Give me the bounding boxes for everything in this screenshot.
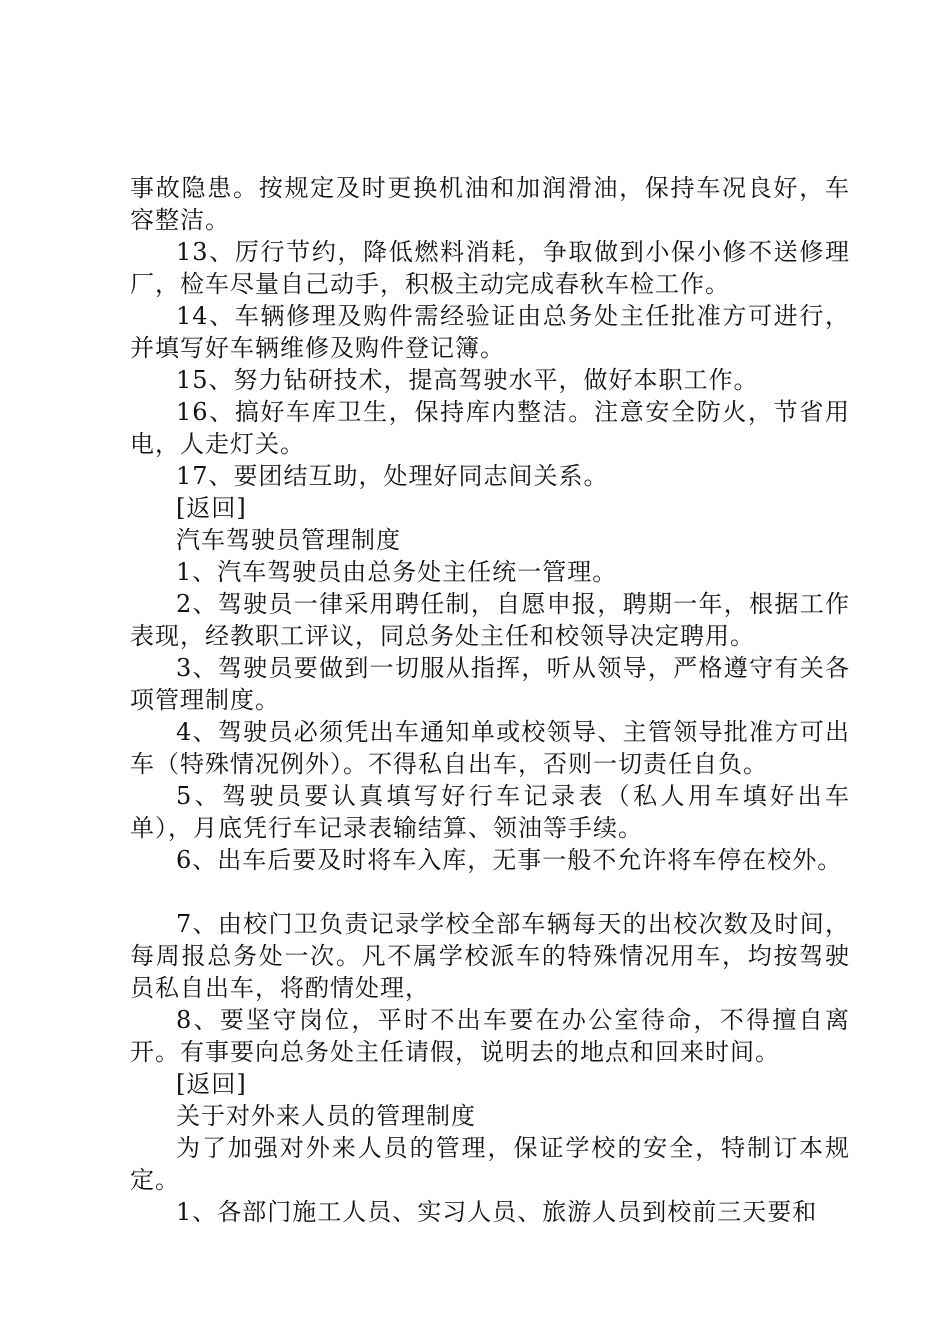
paragraph-continuation: 事故隐患。按规定及时更换机油和加润滑油，保持车况良好，车容整洁。 [130, 174, 850, 234]
paragraph-driver-4: 4、驾驶员必须凭出车通知单或校领导、主管领导批准方可出车（特殊情况例外）。不得私自出车，否则一切责任自负。 [130, 718, 850, 778]
paragraph-item-13: 13、厉行节约，降低燃料消耗，争取做到小保小修不送修理厂，检车尽量自己动手，积极主动完成春秋车检工作。 [130, 238, 850, 298]
paragraph-item-15: 15、努力钻研技术，提高驾驶水平，做好本职工作。 [176, 366, 759, 394]
paragraph-driver-1: 1、汽车驾驶员由总务处主任统一管理。 [176, 558, 618, 586]
document-body [130, 172, 850, 1228]
return-link[interactable]: [返回] [176, 1070, 247, 1098]
paragraph-driver-3: 3、驾驶员要做到一切服从指挥，听从领导，严格遵守有关各项管理制度。 [130, 654, 850, 714]
paragraph-item-16: 16、搞好车库卫生，保持库内整洁。注意安全防火，节省用电，人走灯关。 [130, 398, 850, 458]
section-title-visitor-rules: 关于对外来人员的管理制度 [176, 1102, 476, 1130]
return-link[interactable]: [返回] [176, 494, 247, 522]
paragraph-driver-7: 7、由校门卫负责记录学校全部车辆每天的出校次数及时间，每周报总务处一次。凡不属学校派车的特殊情况用车，均按驾驶员私自出车，将酌情处理， [130, 910, 850, 1002]
paragraph-visitor-intro: 为了加强对外来人员的管理，保证学校的安全，特制订本规定。 [130, 1134, 850, 1194]
paragraph-driver-5: 5、驾驶员要认真填写好行车记录表（私人用车填好出车单），月底凭行车记录表输结算、领油等手续。 [130, 782, 850, 842]
paragraph-item-14: 14、车辆修理及购件需经验证由总务处主任批准方可进行，并填写好车辆维修及购件登记簿。 [130, 302, 850, 362]
paragraph-driver-6: 6、出车后要及时将车入库，无事一般不允许将车停在校外。 [176, 846, 843, 874]
paragraph-driver-2: 2、驾驶员一律采用聘任制，自愿申报，聘期一年，根据工作表现，经教职工评议，同总务处主任和校领导决定聘用。 [130, 590, 850, 650]
paragraph-driver-8: 8、要坚守岗位，平时不出车要在办公室待命，不得擅自离开。有事要向总务处主任请假，说明去的地点和回来时间。 [130, 1006, 850, 1066]
section-title-driver-rules: 汽车驾驶员管理制度 [176, 526, 401, 554]
paragraph-visitor-1: 1、各部门施工人员、实习人员、旅游人员到校前三天要和 [176, 1198, 818, 1226]
paragraph-item-17: 17、要团结互助，处理好同志间关系。 [176, 462, 609, 490]
